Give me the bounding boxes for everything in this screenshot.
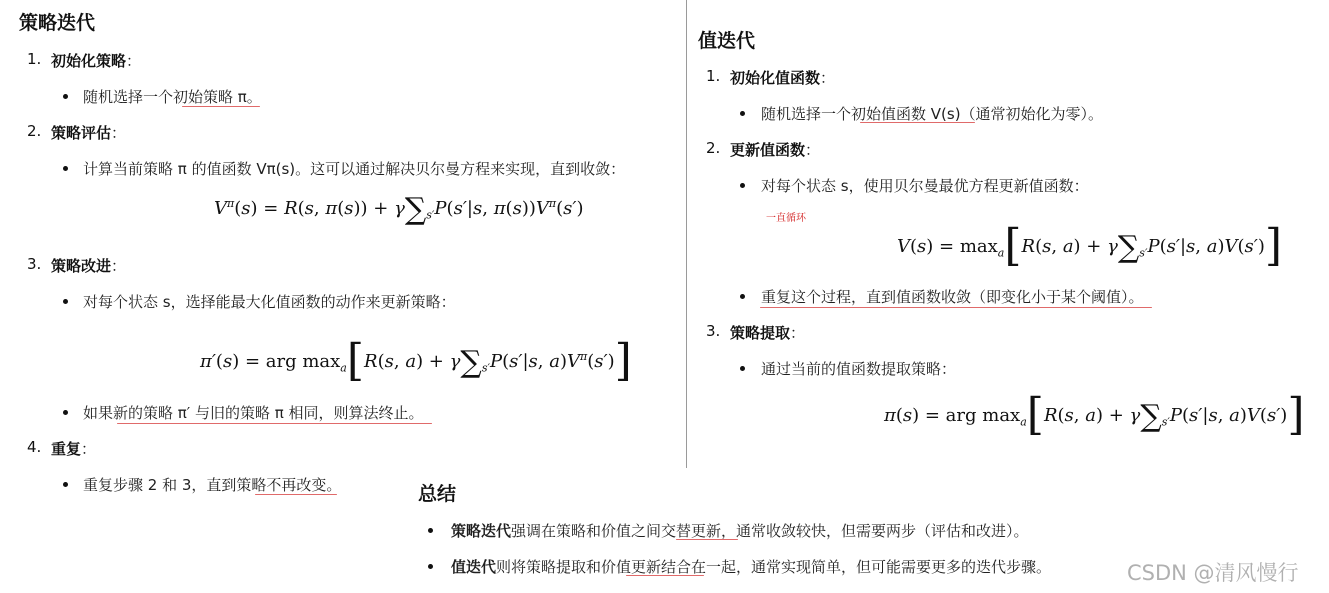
pi-step-3-bullet-2: 如果新的策略 π′ 与旧的策略 π 相同，则算法终止。 [83, 404, 424, 422]
csdn-watermark: CSDN @清风慢行 [1127, 561, 1299, 585]
pi-step-2-number: 2. [27, 122, 42, 140]
vi-step-2-number: 2. [706, 139, 721, 157]
pi-step-4-heading: 重复： [51, 440, 97, 458]
bullet-icon [428, 528, 433, 533]
column-divider [686, 0, 687, 468]
vi-step-2-underline [760, 307, 1152, 308]
vi-step-3-bullet-1: 通过当前的值函数提取策略： [761, 360, 957, 378]
bullet-icon [63, 166, 68, 171]
bullet-icon [740, 294, 745, 299]
pi-step-3-underline [117, 423, 432, 424]
pi-evaluation-formula: $V^\pi(s) = R(s$, $\pi(s)) + \gamma\sum_{s'}P(s'|s$, $\pi(s))V^\pi(s')$ [214, 192, 584, 227]
value-iteration-title: 值迭代 [698, 30, 756, 52]
vi-step-3-number: 3. [706, 322, 721, 340]
bullet-icon [740, 111, 745, 116]
vi-step-1-bullet-1: 随机选择一个初始值函数 V(s)（通常初始化为零）。 [761, 105, 1104, 123]
summary-item-value: 值迭代则将策略提取和价值更新结合在一起，通常实现简单，但可能需要更多的迭代步骤。 [451, 558, 1052, 576]
vi-step-1-number: 1. [706, 67, 721, 85]
vi-step-1-heading: 初始化值函数： [730, 69, 836, 87]
pi-step-3-number: 3. [27, 255, 42, 273]
pi-step-3-bullet-1: 对每个状态 s，选择能最大化值函数的动作来更新策略： [83, 293, 456, 311]
bullet-icon [63, 94, 68, 99]
policy-iteration-title: 策略迭代 [19, 12, 96, 34]
vi-step-2-bullet-1: 对每个状态 s，使用贝尔曼最优方程更新值函数： [761, 177, 1089, 195]
pi-step-1-heading: 初始化策略： [51, 52, 142, 70]
pi-step-4-underline [255, 494, 337, 495]
pi-step-2-bullet-1: 计算当前策略 π 的值函数 Vπ(s)。这可以通过解决贝尔曼方程来实现，直到收敛： [83, 160, 626, 178]
bullet-icon [740, 183, 745, 188]
bullet-icon [63, 299, 68, 304]
summary-title: 总结 [418, 483, 457, 505]
summary-item-policy: 策略迭代强调在策略和价值之间交替更新，通常收敛较快，但需要两步（评估和改进）。 [451, 522, 1029, 540]
vi-update-formula: $V(s) = \max_a[R(s$, $a) + \gamma\sum_{s'}P(s'|s$, a)V(s′)] [897, 220, 1283, 271]
bullet-icon [428, 564, 433, 569]
bullet-icon [740, 366, 745, 371]
pi-step-4-number: 4. [27, 438, 42, 456]
vi-step-1-underline [860, 122, 975, 123]
loop-annotation: 一直循环 [766, 213, 806, 224]
pi-step-1-number: 1. [27, 50, 42, 68]
pi-step-1-underline [182, 106, 260, 107]
pi-step-3-heading: 策略改进： [51, 257, 127, 275]
vi-extraction-formula: π(s) = arg $\max_a[R(s$, $a) + \gamma\sum_{s'}P(s'|s$, a)V(s′)] [884, 389, 1305, 440]
pi-step-2-heading: 策略评估： [51, 124, 127, 142]
pi-step-4-bullet-1: 重复步骤 2 和 3，直到策略不再改变。 [83, 476, 342, 494]
vi-step-2-bullet-2: 重复这个过程，直到值函数收敛（即变化小于某个阈值）。 [761, 288, 1144, 306]
pi-improvement-formula: π′(s) = arg $\max_a[R(s$, $a) + \gamma\sum_{s'}P(s'|s$, $a)V^\pi(s')$] [200, 335, 632, 386]
summary-item-value-underline [626, 575, 704, 576]
pi-step-1-bullet-1: 随机选择一个初始策略 π。 [83, 88, 262, 106]
bullet-icon [63, 482, 68, 487]
vi-step-3-heading: 策略提取： [730, 324, 806, 342]
vi-step-2-heading: 更新值函数： [730, 141, 821, 159]
summary-item-policy-underline [676, 539, 738, 540]
bullet-icon [63, 410, 68, 415]
